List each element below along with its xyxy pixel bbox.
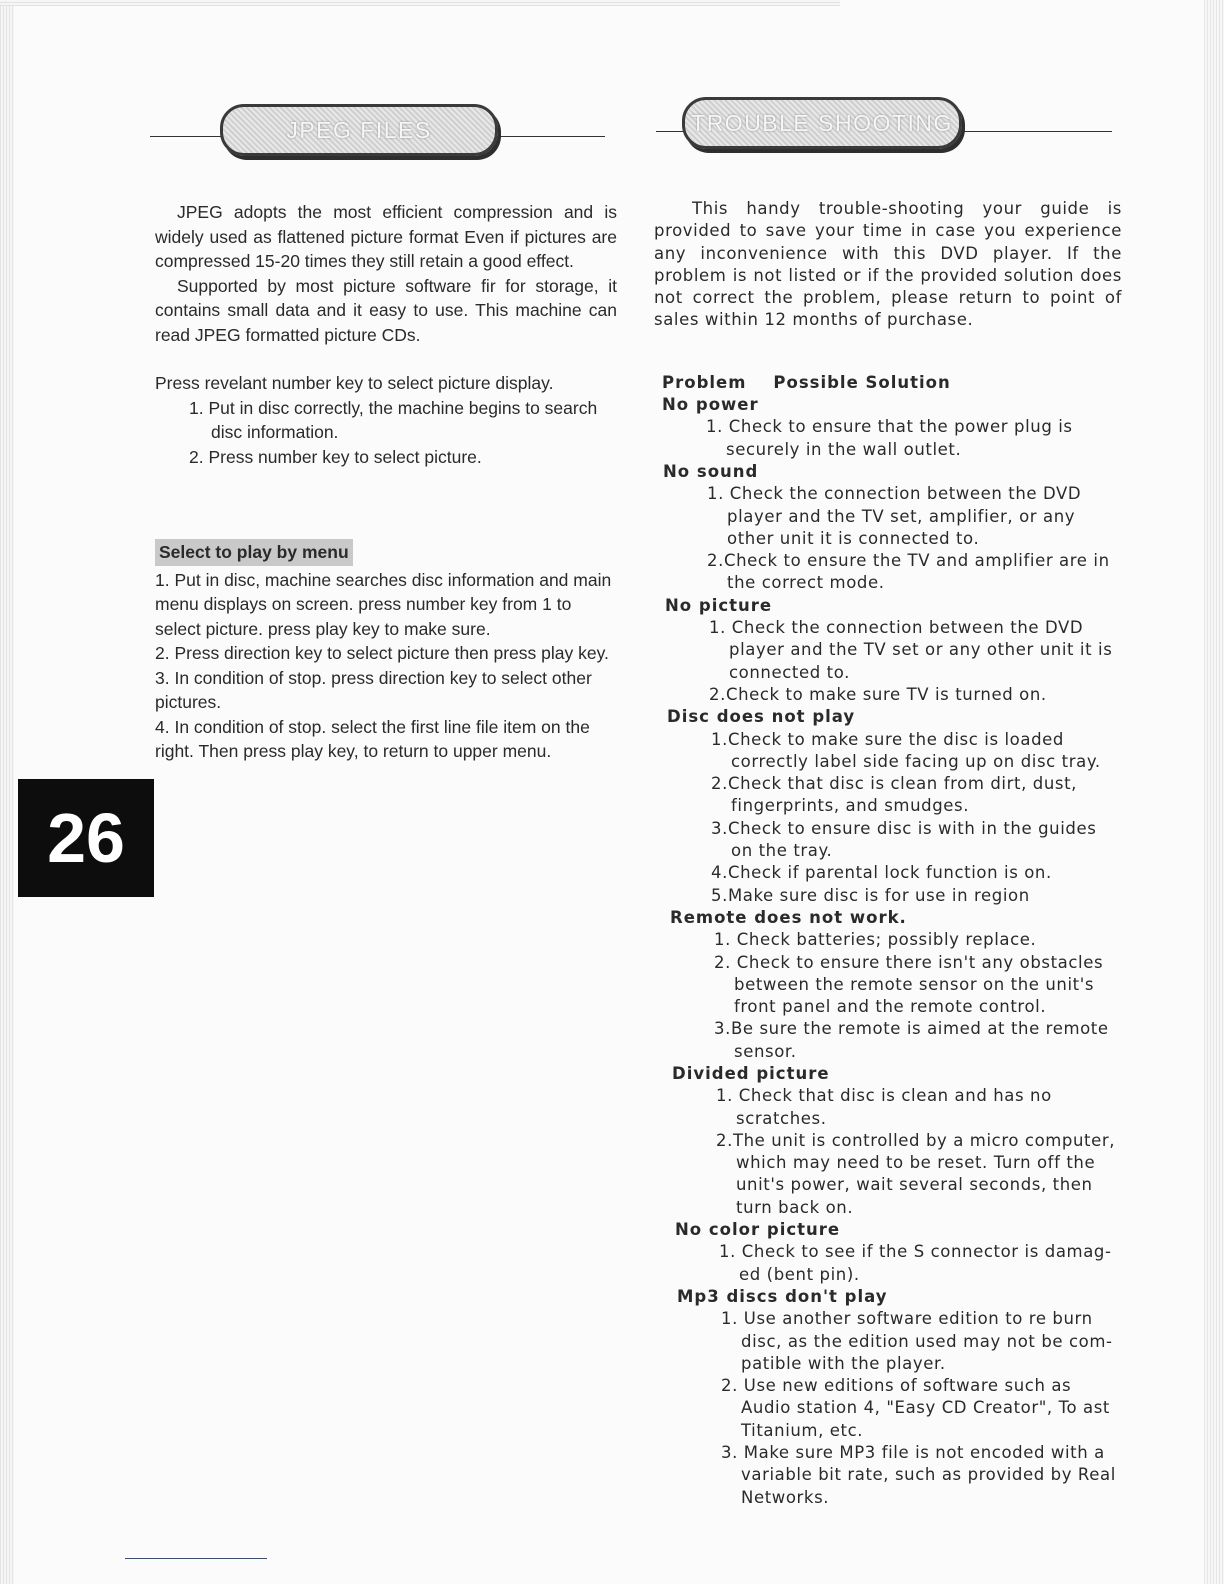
solution-item: 1.Check to make sure the disc is loaded correctly label side facing up on disc tray.: [711, 729, 1101, 771]
solution-item: 2.The unit is controlled by a micro computer, which may need to be reset. Turn off the unit's power, wait several seconds, then turn back on.: [716, 1130, 1116, 1217]
solution-item: 2.Check to ensure the TV and amplifier are in the correct mode.: [707, 551, 1110, 593]
problem-title: No sound: [663, 461, 759, 481]
solution-item: 1. Use another software edition to re burn disc, as the edition used may not be com-patible with the player.: [721, 1309, 1113, 1373]
trouble-shooting-section: [654, 198, 1122, 1509]
solution-item: 2.Check to make sure TV is turned on.: [709, 684, 1047, 704]
problem-title: No picture: [665, 595, 773, 615]
solution-item: 1. Check the connection between the DVD player and the TV set, amplifier, or any other unit it is connected to.: [707, 484, 1082, 548]
select-to-play-by-menu-heading: Select to play by menu: [155, 539, 353, 566]
solution-item: 3.Be sure the remote is aimed at the remote sensor.: [714, 1019, 1109, 1061]
problem-title: No power: [662, 395, 759, 415]
scan-edge-left: [0, 0, 14, 1584]
solution-item: 4.Check if parental lock function is on.: [711, 863, 1052, 883]
problem-no-color-picture: [675, 1219, 1122, 1286]
problem-solution-header: Problem Possible Solution: [662, 372, 951, 392]
press-step: 2. Press number key to select picture.: [189, 446, 482, 467]
solution-item: 3.Check to ensure disc is with in the guides on the tray.: [711, 818, 1097, 861]
solution-item: 1. Check that disc is clean and has no scratches.: [716, 1086, 1052, 1128]
solution-item: 5.Make sure disc is for use in region: [711, 885, 1030, 905]
problem-disc-does-not-play: [667, 706, 1122, 907]
solution-item: 2. Check to ensure there isn't any obstacles between the remote sensor on the unit's front panel and the remote control.: [714, 952, 1104, 1017]
jpeg-intro-paragraph-2: Supported by most picture software fir for storage, it contains small data and it easy to use. This machine can read JPEG formatted picture CDs.: [155, 275, 617, 345]
problem-no-power: [662, 394, 1122, 461]
page-number: 26: [47, 799, 125, 877]
footer-rule: [125, 1558, 267, 1559]
problem-title: Mp3 discs don't play: [677, 1286, 888, 1306]
problem-title: Divided picture: [672, 1063, 830, 1083]
solution-item: 3. Make sure MP3 file is not encoded with a variable bit rate, such as provided by Real Networks.: [721, 1443, 1116, 1507]
menu-step: 3. In condition of stop. press direction key to select other pictures.: [155, 667, 592, 712]
solution-item: 2.Check that disc is clean from dirt, dust, fingerprints, and smudges.: [711, 774, 1077, 816]
problem-no-sound: [663, 461, 1122, 595]
solution-item: 1. Check batteries; possibly replace.: [714, 930, 1037, 950]
solution-item: 1. Check to see if the S connector is damag-ed (bent pin).: [719, 1242, 1112, 1284]
solution-item: 2. Use new editions of software such as Audio station 4, "Easy CD Creator", To ast Titanium, etc.: [721, 1376, 1110, 1440]
problem-remote-does-not-work: [670, 907, 1122, 1063]
menu-step: 4. In condition of stop. select the first line file item on the right. Then press play key, to return to upper menu.: [155, 716, 590, 761]
press-number-key-text: Press revelant number key to select picture display.: [155, 373, 554, 393]
trouble-shooting-heading-badge: [682, 97, 962, 149]
menu-step: 2. Press direction key to select picture then press play key.: [155, 643, 609, 663]
trouble-shooting-intro: This handy trouble-shooting your guide is provided to save your time in case you experience any inconvenience with this DVD player. If the problem is not listed or if the provided solution does not correct the problem, please return to point of sales within 12 months of purchase.: [654, 199, 1122, 330]
page-number-tab: [18, 779, 154, 897]
problem-divided-picture: [672, 1063, 1122, 1219]
problem-title: Remote does not work.: [670, 907, 907, 927]
solution-item: 1. Check the connection between the DVD player and the TV set or any other unit it is connected to.: [709, 618, 1113, 682]
jpeg-files-heading: JPEG FILES: [286, 116, 432, 143]
solution-item: 1. Check to ensure that the power plug is securely in the wall outlet.: [706, 417, 1073, 459]
problem-no-picture: [665, 595, 1122, 706]
trouble-shooting-heading: TROUBLE SHOOTING: [691, 109, 953, 136]
jpeg-files-section: [155, 200, 617, 764]
press-step: 1. Put in disc correctly, the machine begins to search disc information.: [189, 397, 598, 442]
press-steps-list: [155, 396, 617, 470]
jpeg-files-heading-badge: [220, 104, 498, 156]
problem-mp3-discs-dont-play: [677, 1286, 1122, 1509]
scan-edge-right: [1204, 0, 1224, 1584]
scan-edge-top: [0, 0, 840, 6]
jpeg-intro-paragraph-1: JPEG adopts the most efficient compression and is widely used as flattened picture format Even if pictures are compressed 15-20 times they still retain a good effect.: [155, 202, 617, 271]
menu-step: 1. Put in disc, machine searches disc information and main menu displays on screen. press number key from 1 to select picture. press play key to make sure.: [155, 569, 612, 639]
problem-title: No color picture: [675, 1220, 841, 1240]
problem-title: Disc does not play: [667, 707, 856, 727]
